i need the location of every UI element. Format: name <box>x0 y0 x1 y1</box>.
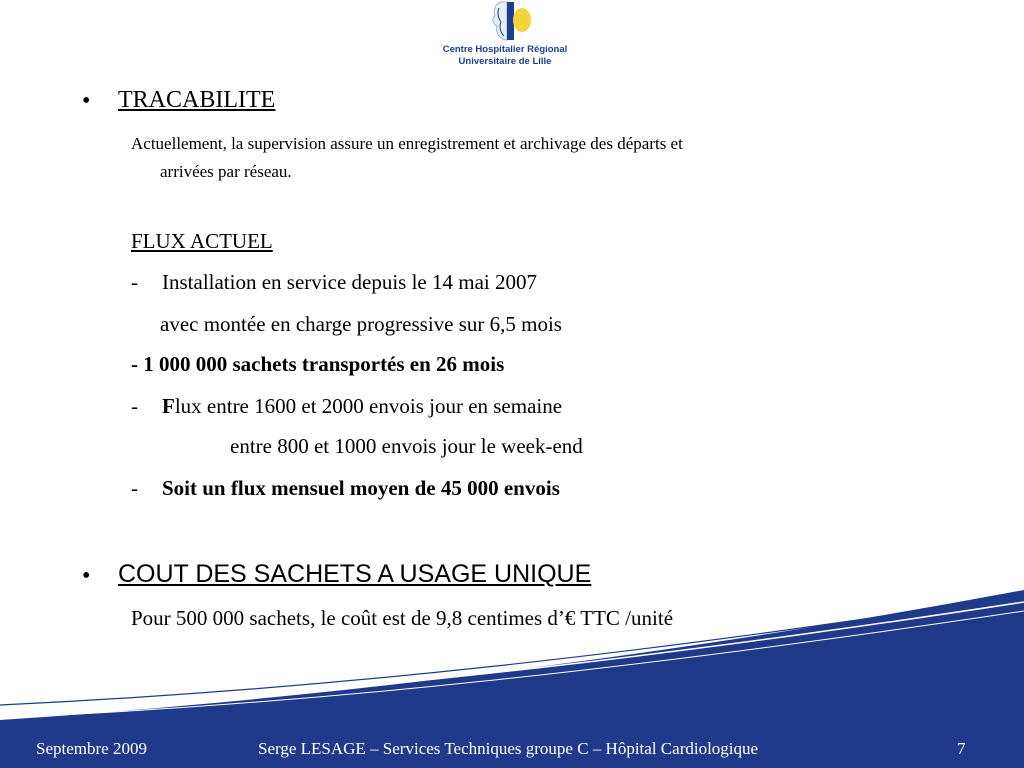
logo-name-line2: Universitaire de Lille <box>458 56 552 67</box>
subheading-flux-actuel: FLUX ACTUEL <box>131 229 273 253</box>
footer-author: Serge LESAGE – Services Techniques groupe C – Hôpital Cardiologique <box>258 739 759 758</box>
chru-lille-logo <box>440 0 570 74</box>
logo-name-line1: Centre Hospitalier Régional <box>442 44 568 55</box>
item-installation: Installation en service depuis le 14 mai 2007 <box>162 270 537 294</box>
item-flux-mensuel: Soit un flux mensuel moyen de 45 000 envois <box>162 476 560 500</box>
dash-item1: - <box>131 270 138 294</box>
intro-line-1: Actuellement, la supervision assure un enregistrement et archivage des départs et <box>131 134 683 153</box>
footer-date: Septembre 2009 <box>36 739 147 758</box>
item-sachets-transportes: - 1 000 000 sachets transportés en 26 mois <box>131 352 505 376</box>
item-installation-cont: avec montée en charge progressive sur 6,5 mois <box>160 312 562 336</box>
item-flux-initial: F <box>162 394 175 418</box>
heading-tracabilite: TRACABILITE <box>118 87 276 113</box>
item-flux-cont: entre 800 et 1000 envois jour le week-end <box>230 434 583 458</box>
bullet-tracabilite: • <box>82 88 91 114</box>
cout-text: Pour 500 000 sachets, le coût est de 9,8 centimes d’€ TTC /unité <box>131 606 674 630</box>
heading-cout-sachets: COUT DES SACHETS A USAGE UNIQUE <box>118 560 592 588</box>
dash-item3: - <box>131 394 138 418</box>
dash-item4: - <box>131 476 138 500</box>
bullet-cout: • <box>82 563 91 589</box>
footer-page-number: 7 <box>957 739 966 758</box>
item-flux-rest: lux entre 1600 et 2000 envois jour en semaine <box>174 394 563 418</box>
logo-emblem-icon <box>475 0 535 44</box>
item-flux <box>162 394 562 419</box>
intro-line-2: arrivées par réseau. <box>160 162 292 181</box>
